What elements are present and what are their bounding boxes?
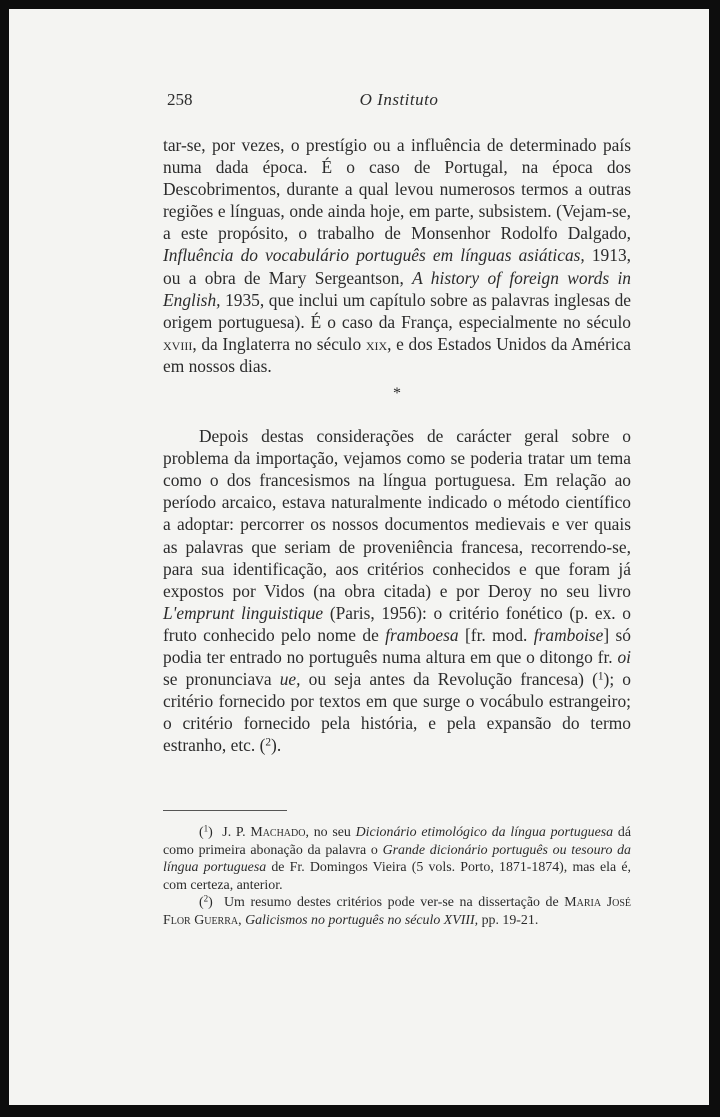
footnote-2: ($^2$) Um resumo destes critérios pode ver-se na dissertação de Maria José Flor Guerra, Galicismos no português no século XVIII, pp. 19-21.	[163, 893, 631, 928]
author-name: Maria José Flor Guerra	[163, 895, 631, 928]
text-run: 1913, ou a obra de Mary Sergeantson,	[163, 245, 631, 288]
text-run: [fr. mod.	[458, 624, 534, 645]
page-number: 258	[167, 90, 193, 109]
italic-title: Grande dicionário português ou tesouro da língua portuguesa	[163, 842, 631, 875]
italic-term: framboise	[533, 624, 604, 645]
text-run: (Paris, 1956): o critério fonético (p. ex. o fruto conhecido pelo nome de	[163, 602, 632, 645]
century-numeral: xviii	[163, 333, 193, 354]
text-run: ); o critério fornecido por textos em que surge o vocábulo estrangeiro; o critério fornecido pela história, e pela expansão do termo estranho, etc. (	[163, 669, 632, 756]
italic-term: ue,	[279, 669, 301, 690]
footnote-mark: 1	[203, 823, 209, 834]
main-text	[163, 134, 631, 756]
italic-title: L'emprunt linguistique	[163, 602, 324, 623]
italic-title: Dicionário etimológico da língua portuguesa	[355, 825, 614, 840]
footnote-ref[interactable]: 2	[265, 736, 272, 749]
footnote-ref[interactable]: 1	[597, 670, 604, 683]
text-run: se pronunciava	[163, 669, 280, 690]
text-run: ,	[238, 912, 246, 928]
century-numeral: xix	[365, 333, 388, 354]
italic-title: A history of foreign words in English,	[163, 267, 631, 310]
running-title: O Instituto	[359, 90, 439, 109]
text-run: de Fr. Domingos Vieira (5 vols. Porto, 1871-1874), mas ela é, com certeza, anterior.	[163, 860, 631, 893]
text-run: , e dos Estados Unidos da América em nossos dias.	[163, 333, 631, 376]
text-run: ou seja antes da Revolução francesa) (	[300, 669, 598, 690]
footnotes	[163, 824, 631, 929]
footnote-mark: 2	[203, 893, 209, 904]
text-run: , da Inglaterra no século	[192, 333, 366, 354]
text-run: tar-se, por vezes, o prestígio ou a influência de determinado país numa dada época. É o caso de Portugal, na época dos Descobrimentos, durante a qual levou numerosos termos a outras regiões e línguas, onde ainda hoje, em parte, subsistem. (Vejam-se, a este propósito, o trabalho de Monsenhor Rodolfo Dalgado,	[163, 135, 631, 244]
text-run: dá como primeira abonação da palavra o	[163, 825, 631, 858]
section-separator: *	[393, 385, 401, 403]
text-run: ).	[271, 735, 282, 756]
text-run: Um resumo destes critérios pode ver-se na dissertação de	[224, 895, 565, 910]
text-run: Depois destas considerações de carácter geral sobre o problema da importação, vejamos como se poderia tratar um tema como o dos francesismos na língua portuguesa. Em relação ao período arcaico, estava naturalmente indicado o método científico a adoptar: percorrer os nossos documentos medievais e ver quais as palavras que seriam de proveniência francesa, recorrendo-se, para sua identificação, aos critérios conhecidos e que foram já expostos por Vidos (na obra citada) e por Deroy no seu livro	[163, 426, 631, 601]
text-run: pp. 19-21.	[478, 912, 539, 928]
footnote-1: ($^1$) J. P. Machado, no seu Dicionário etimológico da língua portuguesa dá como primeira abonação da palavra o Grande dicionário português ou tesouro da língua portuguesa de Fr. Domingos Vieira (5 vols. Porto, 1871-1874), mas ela é, com certeza, anterior.	[163, 823, 631, 893]
footnote-rule	[163, 810, 287, 811]
italic-title: Galicismos no português no século XVIII,	[245, 912, 479, 928]
page-header	[167, 90, 631, 114]
paragraph-1	[163, 134, 631, 377]
text-run: , no seu	[305, 825, 356, 840]
paragraph-2	[163, 425, 631, 756]
italic-title: Influência do vocabulário português em línguas asiáticas,	[163, 245, 585, 266]
italic-term: framboesa	[385, 624, 459, 645]
text-run: ] só podia ter entrado no português numa altura em que o ditongo fr.	[163, 624, 631, 667]
author-name: J. P. Machado	[222, 825, 306, 840]
text-run: 1935, que inclui um capítulo sobre as palavras inglesas de origem portuguesa). É o caso da França, especialmente no século	[163, 289, 631, 332]
italic-term: oi	[617, 646, 631, 667]
